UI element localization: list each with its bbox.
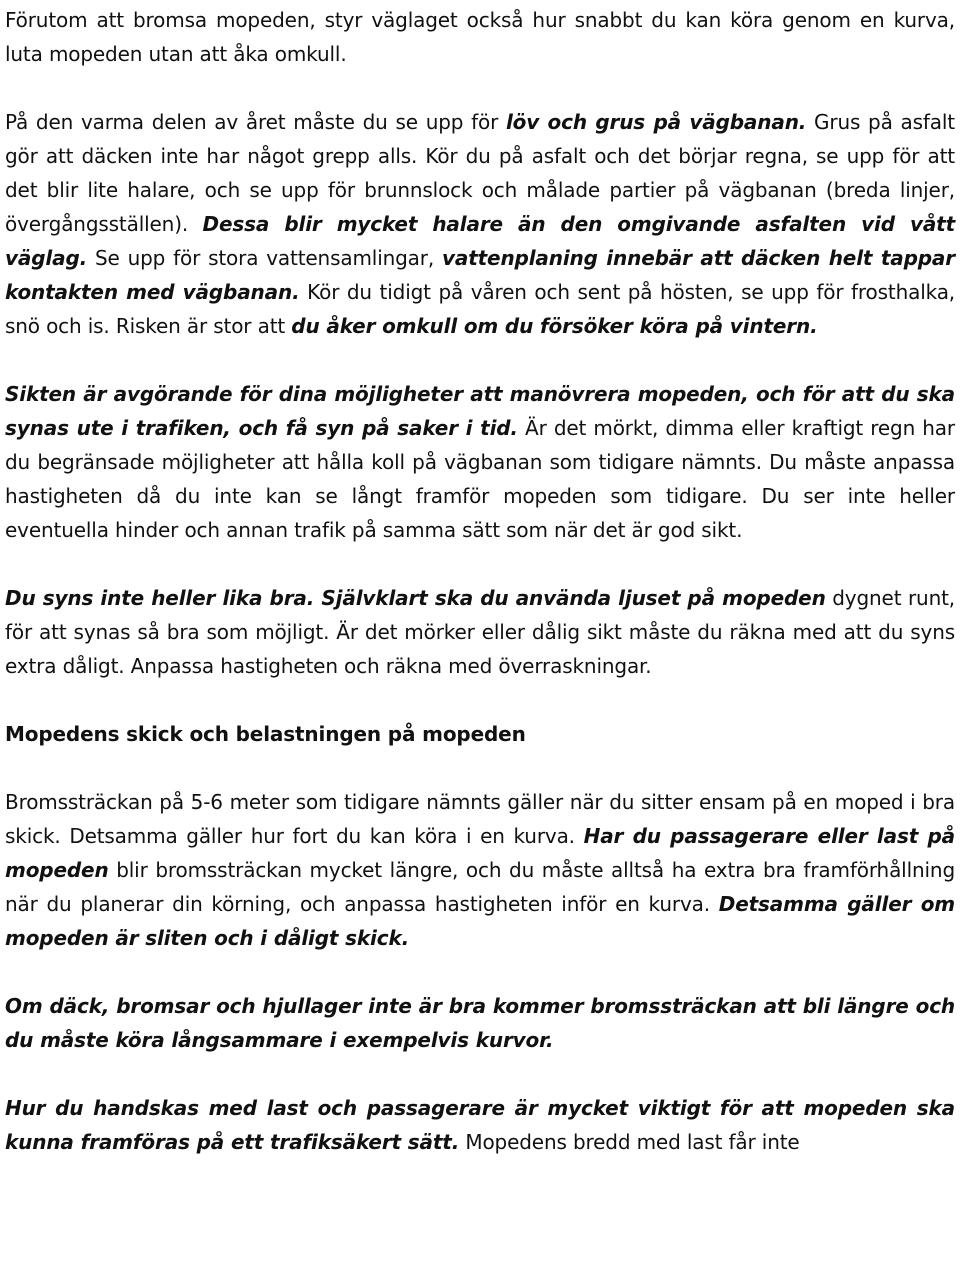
emphasis-run: Detsamma gäller om mopeden är sliten och i dåligt skick. <box>5 892 955 950</box>
text-run: dygnet runt, för att synas så bra som möjligt. Är det mörker eller dålig sikt måste du räkna med att du syns extra dåligt. Anpassa hastigheten och räkna med överraskningar. <box>5 586 955 678</box>
load-passengers-paragraph <box>5 1091 955 1159</box>
heading-text: Mopedens skick och belastningen på mopeden <box>5 722 526 746</box>
section-heading <box>5 717 955 751</box>
text-run: Förutom att bromsa mopeden, styr väglaget också hur snabbt du kan köra genom en kurva, luta mopeden utan att åka omkull. <box>5 8 955 66</box>
emphasis-run: Hur du handskas med last och passagerare är mycket viktigt för att mopeden ska kunna framföras på ett trafiksäkert sätt. <box>5 1096 955 1154</box>
tyres-brakes-paragraph <box>5 989 955 1057</box>
text-run: Kör du tidigt på våren och sent på hösten, se upp för frosthalka, snö och is. Risken är stor att <box>5 280 956 338</box>
emphasis-run: vattenplaning innebär att däcken helt tappar kontakten med vägbanan. <box>5 246 955 304</box>
emphasis-run: Om däck, bromsar och hjullager inte är bra kommer bromssträckan att bli längre och du måste köra långsammare i exempelvis kurvor. <box>5 994 955 1052</box>
text-run: På den varma delen av året måste du se upp för <box>5 110 506 134</box>
text-run: Se upp för stora vattensamlingar, <box>87 246 442 270</box>
emphasis-run: löv och grus på vägbanan. <box>505 110 807 134</box>
intro-paragraph <box>5 3 955 71</box>
text-run: Grus på asfalt gör att däcken inte har något grepp alls. Kör du på asfalt och det börjar regna, se upp för att det blir lite halare, och se upp för brunnslock och målade partier på vägbanan (breda linjer, övergångsställen). <box>5 110 955 236</box>
text-run: Bromssträckan på 5-6 meter som tidigare nämnts gäller när du sitter ensam på en moped i bra skick. Detsamma gäller hur fort du kan köra i en kurva. <box>5 790 955 848</box>
text-run: Mopedens bredd med last får inte <box>459 1130 800 1154</box>
emphasis-run: Du syns inte heller lika bra. Självklart ska du använda ljuset på mopeden <box>5 586 826 610</box>
text-run: blir bromssträckan mycket längre, och du måste alltså ha extra bra framförhållning när du planerar din körning, och anpassa hastigheten inför en kurva. <box>5 858 955 916</box>
emphasis-run: du åker omkull om du försöker köra på vintern. <box>291 314 818 338</box>
text-run: Är det mörkt, dimma eller kraftigt regn har du begränsade möjligheter att hålla koll på vägbanan som tidigare nämnts. Du måste anpassa hastigheten då du inte kan se långt framför mopeden som tidigare. Du ser inte heller eventuella hinder och annan trafik på samma sätt som när det är god sikt. <box>5 416 955 542</box>
braking-distance-paragraph <box>5 785 955 955</box>
document-page <box>5 3 955 1159</box>
emphasis-run: Dessa blir mycket halare än den omgivande asfalten vid vått väglag. <box>5 212 955 270</box>
emphasis-run: Sikten är avgörande för dina möjligheter att manövrera mopeden, och för att du ska synas ute i trafiken, och få syn på saker i tid. <box>5 382 955 440</box>
emphasis-run: Har du passagerare eller last på mopeden <box>5 824 955 882</box>
road-surface-paragraph <box>5 105 955 343</box>
being-seen-paragraph <box>5 581 955 683</box>
visibility-paragraph <box>5 377 955 547</box>
